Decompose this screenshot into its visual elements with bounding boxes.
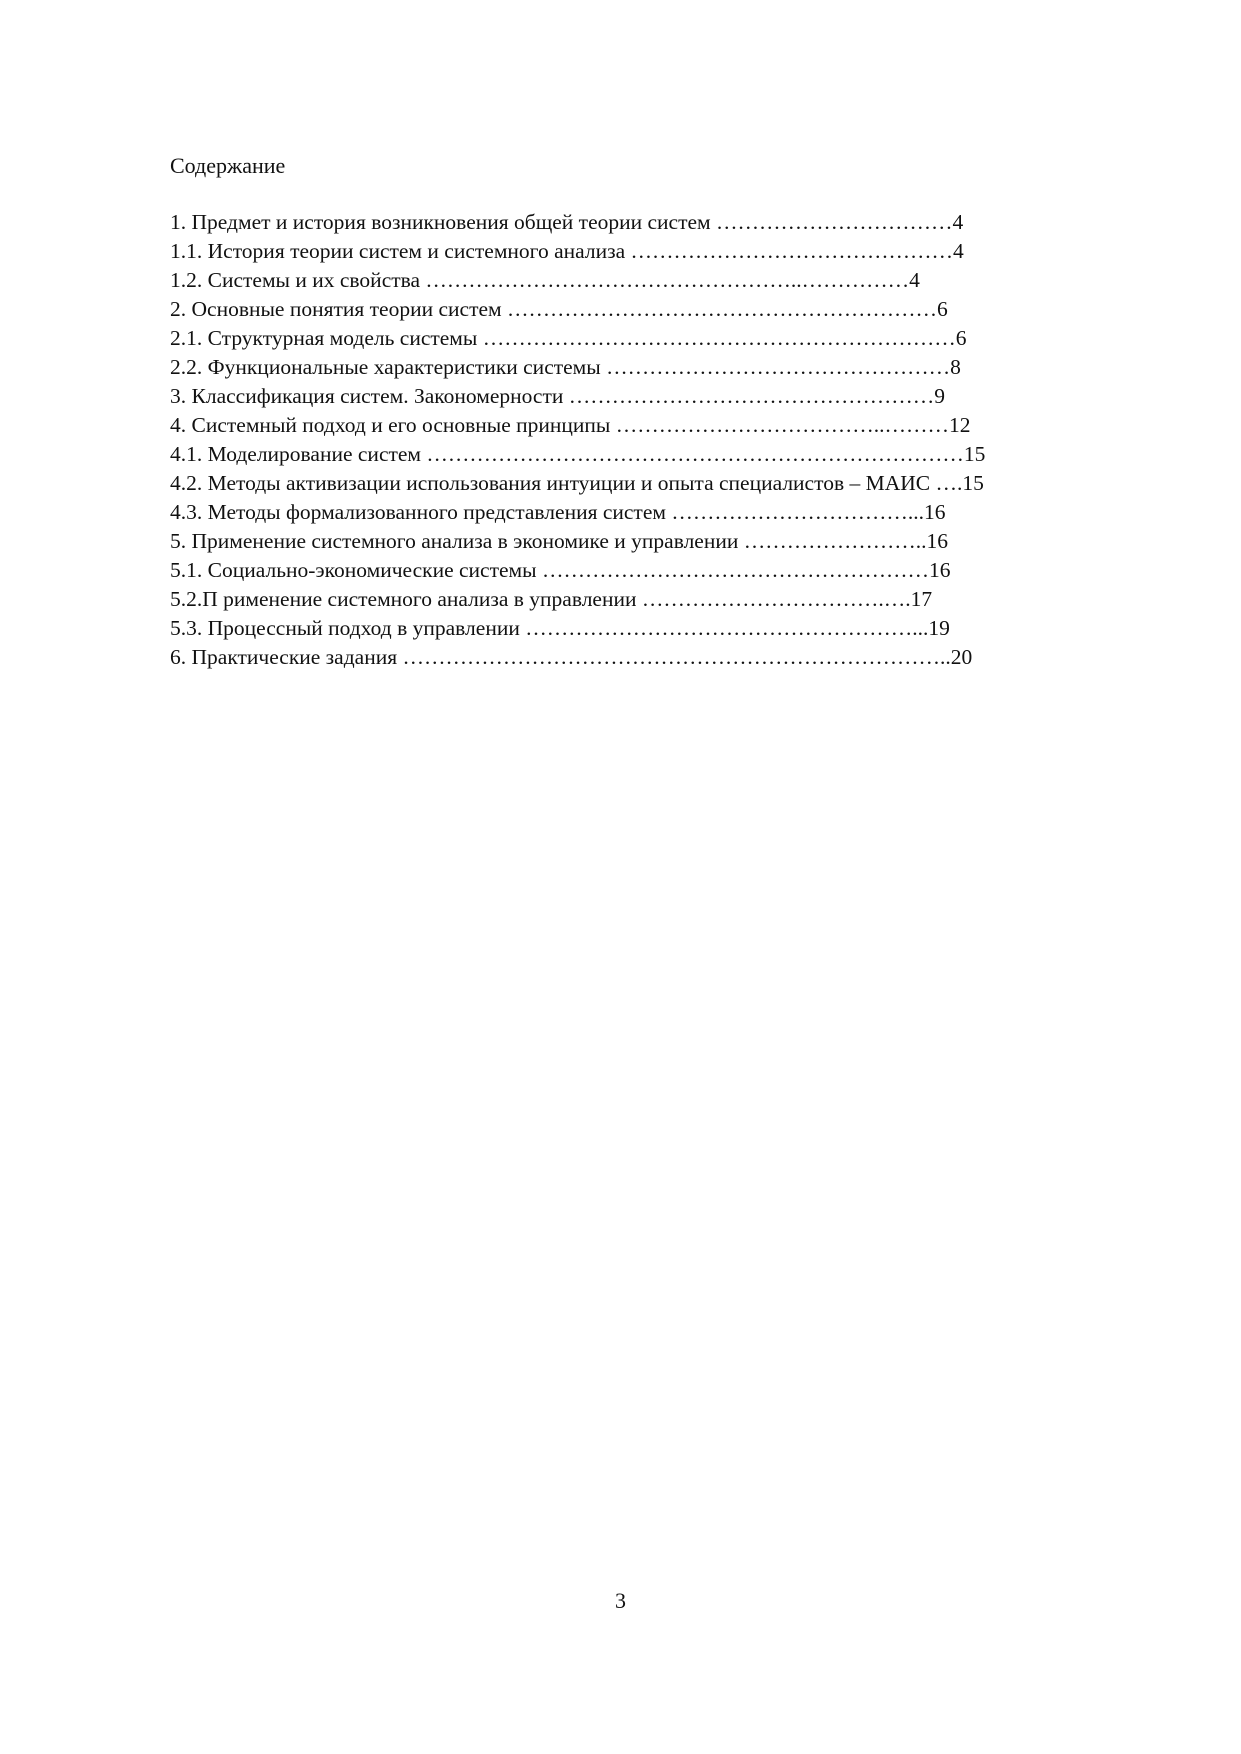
toc-entry <box>170 237 1100 266</box>
toc-entry <box>170 266 1100 295</box>
toc-entry <box>170 382 1100 411</box>
toc-entry-text: 2.1. Структурная модель системы …………………………………………………………6 <box>170 326 967 350</box>
toc-entry-text: 4.1. Моделирование систем …………………………………………………………………15 <box>170 442 986 466</box>
toc-entry <box>170 411 1100 440</box>
toc-entry <box>170 614 1100 643</box>
toc-entry-text: 2.2. Функциональные характеристики системы …………………………………………8 <box>170 355 961 379</box>
toc-entry <box>170 527 1100 556</box>
toc-entry-text: 4. Системный подход и его основные принципы ………………………………..………12 <box>170 413 971 437</box>
toc-entry <box>170 585 1100 614</box>
toc-entry-text: 5.3. Процессный подход в управлении ………………………………………………...19 <box>170 616 950 640</box>
toc-entry <box>170 295 1100 324</box>
toc-heading: Содержание <box>170 153 286 178</box>
toc-entry <box>170 208 1100 237</box>
toc-entry-text: 1. Предмет и история возникновения общей теории систем ……………………………4 <box>170 210 964 234</box>
toc-entry-text: 5.2.П рименение системного анализа в управлении …………………………….….17 <box>170 587 933 611</box>
toc-entry-text: 5.1. Социально-экономические системы ………………………………………………16 <box>170 558 951 582</box>
toc-entry-text: 4.2. Методы активизации использования интуиции и опыта специалистов – МАИС ….15 <box>170 471 984 495</box>
toc-entry-text: 6. Практические задания …………………………………………………………………..20 <box>170 645 973 669</box>
toc-entry-text: 3. Классификация систем. Закономерности ……………………………………………9 <box>170 384 945 408</box>
toc-entry <box>170 556 1100 585</box>
toc-entry <box>170 353 1100 382</box>
toc-entry-text: 2. Основные понятия теории систем ……………………………………………………6 <box>170 297 948 321</box>
toc-entry-text: 1.1. История теории систем и системного анализа ………………………………………4 <box>170 239 964 263</box>
toc-entry <box>170 643 1100 672</box>
toc-entry-text: 4.3. Методы формализованного представления систем ……………………………...16 <box>170 500 946 524</box>
toc-entry <box>170 469 1100 498</box>
toc-entry-text: 5. Применение системного анализа в экономике и управлении ……………………..16 <box>170 529 948 553</box>
page-number: 3 <box>615 1588 626 1613</box>
toc-entry <box>170 440 1100 469</box>
table-of-contents <box>170 208 1100 672</box>
toc-entry-text: 1.2. Системы и их свойства ……………………………………………..……………4 <box>170 268 920 292</box>
toc-entry <box>170 324 1100 353</box>
toc-entry <box>170 498 1100 527</box>
